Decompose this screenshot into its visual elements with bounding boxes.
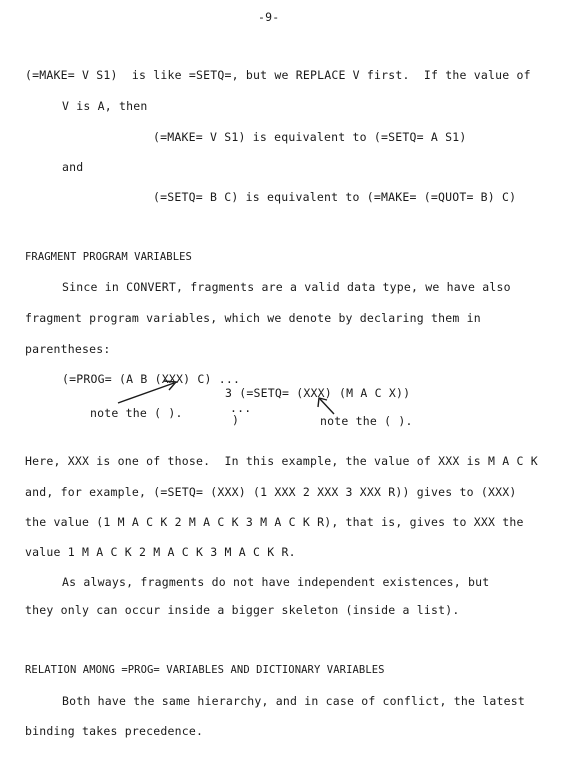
paragraph-line: V is A, then <box>62 99 148 113</box>
paragraph-line: Both have the same hierarchy, and in case of conflict, the latest <box>62 694 526 708</box>
code-setq-line: 3 (=SETQ= (XXX) (M A C X)) <box>225 386 411 400</box>
paragraph-line: value 1 M A C K 2 M A C K 3 M A C K R. <box>25 545 296 559</box>
equivalence-line: (=SETQ= B C) is equivalent to (=MAKE= (=QUOT= B) C) <box>153 190 517 204</box>
paragraph-line: Here, XXX is one of those. In this example, the value of XXX is M A C K <box>25 454 538 468</box>
page-number: -9- <box>258 10 280 24</box>
paragraph-line: (=MAKE= V S1) is like =SETQ=, but we REPLACE V first. If the value of <box>25 68 531 82</box>
right-arrow-line <box>320 399 334 414</box>
paragraph-line: and, for example, (=SETQ= (XXX) (1 XXX 2 XXX 3 XXX R)) gives to (XXX) <box>25 485 517 499</box>
code-dots: ... <box>230 401 252 415</box>
left-arrow-line <box>118 383 174 403</box>
paragraph-line: they only can occur inside a bigger skeleton (inside a list). <box>25 603 460 617</box>
code-close-paren: ) <box>232 413 240 427</box>
section-heading: FRAGMENT PROGRAM VARIABLES <box>25 251 192 263</box>
paragraph-line: binding takes precedence. <box>25 724 204 738</box>
paragraph-line: and <box>62 160 84 174</box>
note-left: note the ( ). <box>90 406 183 420</box>
equivalence-line: (=MAKE= V S1) is equivalent to (=SETQ= A S1) <box>153 130 467 144</box>
paragraph-line: the value (1 M A C K 2 M A C K 3 M A C K R), that is, gives to XXX the <box>25 515 524 529</box>
section-heading: RELATION AMONG =PROG= VARIABLES AND DICTIONARY VARIABLES <box>25 664 385 676</box>
paragraph-line: As always, fragments do not have independent existences, but <box>62 575 490 589</box>
paragraph-line: fragment program variables, which we denote by declaring them in <box>25 311 481 325</box>
note-right: note the ( ). <box>320 414 413 428</box>
paragraph-line: parentheses: <box>25 342 111 356</box>
paragraph-line: Since in CONVERT, fragments are a valid data type, we have also <box>62 280 511 294</box>
code-prog-line: (=PROG= (A B (XXX) C) ... <box>62 372 241 386</box>
